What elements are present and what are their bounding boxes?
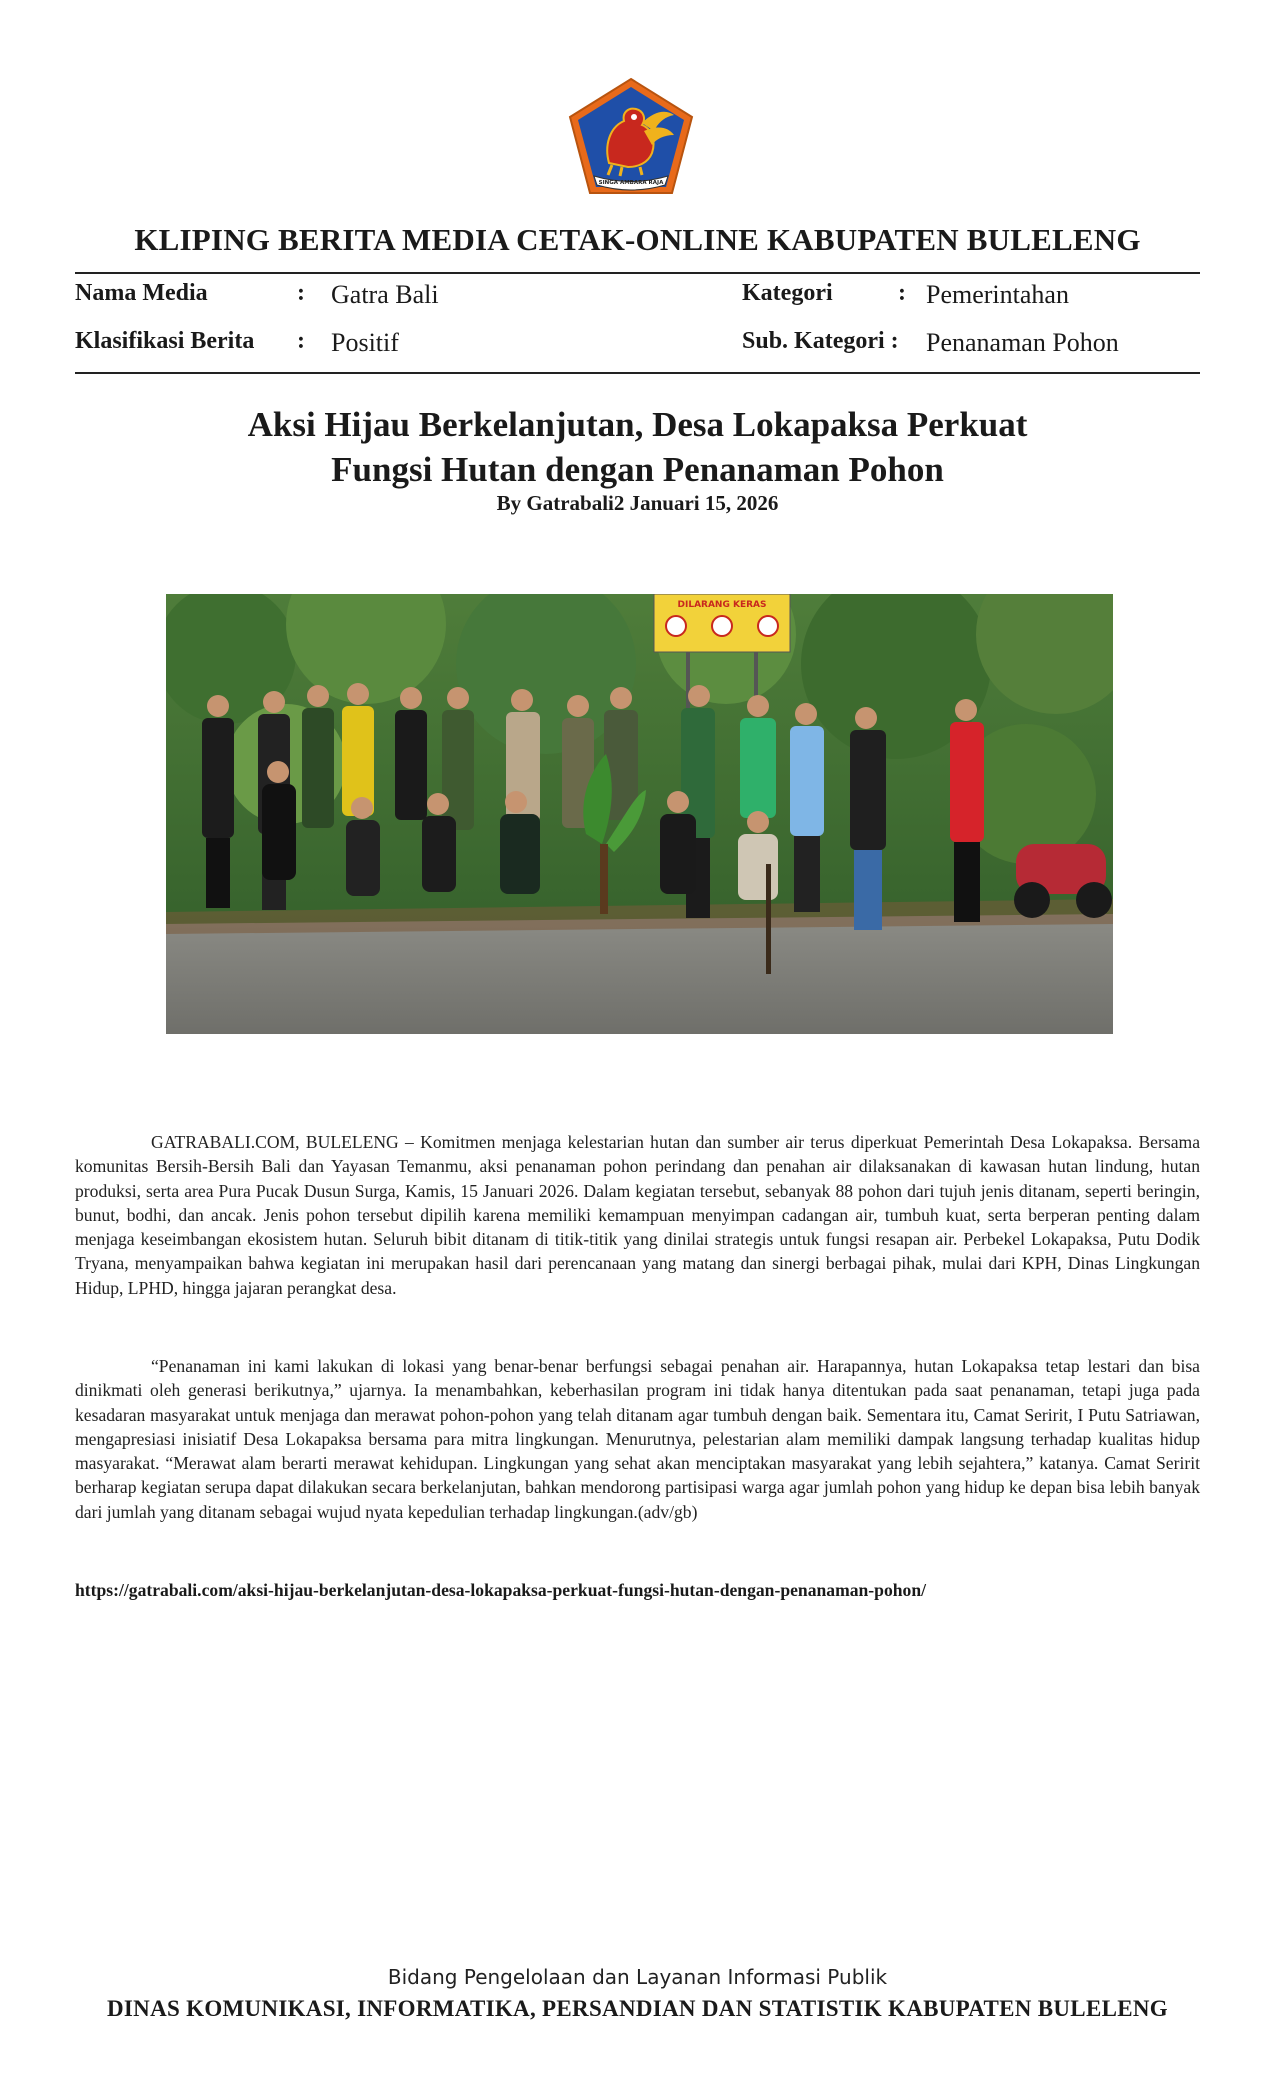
crest-motto: SINGA AMBARA RAJA	[598, 180, 664, 186]
subkategori-value-cell	[926, 328, 1119, 358]
klasifikasi-value: Positif	[331, 328, 399, 357]
klasifikasi-value-cell	[331, 328, 399, 358]
photo-sign-text: DILARANG KERAS	[677, 600, 767, 610]
article-paragraph-1: GATRABALI.COM, BULELENG – Komitmen menjaga kelestarian hutan dan sumber air terus diperkuat Pemerintah Desa Lokapaksa. Bersama komunitas Bersih-Bersih Bali dan Yayasan Temanmu, aksi penanaman pohon perindang dan penahan air dilaksanakan di kawasan hutan lindung, hutan produksi, serta area Pura Pucak Dusun Surga, Kamis, 15 Januari 2026. Dalam kegiatan tersebut, sebanyak 88 pohon dari tujuh jenis ditanam, seperti beringin, bunut, bodhi, dan ancak. Jenis pohon tersebut dipilih karena memiliki kemampuan menyimpan cadangan air, tumbuh kuat, serta berperan penting dalam menjaga keseimbangan ekosistem hutan. Seluruh bibit ditanam di titik-titik yang dinilai strategis untuk fungsi resapan air. Perbekel Lokapaksa, Putu Dodik Tryana, menyampaikan bahwa kegiatan ini merupakan hasil dari perencanaan yang matang dan sinergi berbagai pihak, mulai dari KPH, Dinas Lingkungan Hidup, LPHD, hingga jajaran perangkat desa.	[75, 1132, 1200, 1298]
media-label: Nama Media	[75, 280, 208, 306]
meta-klasifikasi-colon: :	[297, 328, 305, 354]
media-value: Gatra Bali	[331, 280, 439, 309]
kategori-value-cell	[926, 280, 1069, 310]
meta-klasifikasi-row	[75, 328, 254, 355]
subkategori-label: Sub. Kategori :	[742, 328, 899, 354]
article-title	[0, 402, 1275, 492]
meta-kategori-colon: :	[898, 280, 906, 306]
kategori-label: Kategori	[742, 280, 833, 306]
header-divider-bottom	[75, 372, 1200, 374]
source-url-link[interactable]: https://gatrabali.com/aksi-hijau-berkelanjutan-desa-lokapaksa-perkuat-fungsi-hutan-dengan-penanaman-pohon/	[75, 1580, 927, 1600]
clipping-header-title: KLIPING BERITA MEDIA CETAK-ONLINE KABUPATEN BULELENG	[134, 222, 1141, 257]
article-title-line-2: Fungsi Hutan dengan Penanaman Pohon	[331, 450, 944, 489]
group-photo-image	[166, 594, 1113, 1034]
meta-media-row	[75, 280, 208, 307]
footer-agency: DINAS KOMUNIKASI, INFORMATIKA, PERSANDIAN DAN STATISTIK KABUPATEN BULELENG	[107, 1996, 1168, 2021]
article-photo	[166, 594, 1113, 1034]
meta-media-colon: :	[297, 280, 305, 306]
kategori-value: Pemerintahan	[926, 280, 1069, 309]
article-paragraph-2: “Penanaman ini kami lakukan di lokasi yang benar-benar berfungsi sebagai penahan air. Harapannya, hutan Lokapaksa tetap lestari dan bisa dinikmati oleh generasi berikutnya,” ujarnya. Ia menambahkan, keberhasilan program ini tidak hanya ditentukan pada saat penanaman, tetapi juga pada kesadaran masyarakat untuk menjaga dan merawat pohon-pohon yang telah ditanam agar tumbuh dengan baik. Sementara itu, Camat Seririt, I Putu Satriawan, mengapresiasi inisiatif Desa Lokapaksa bersama para mitra lingkungan. Menurutnya, pelestarian alam memiliki dampak langsung terhadap kualitas hidup masyarakat. “Merawat alam berarti merawat kehidupan. Lingkungan yang sehat akan menciptakan masyarakat yang lebih sejahtera,” katanya. Camat Seririt berharap kegiatan serupa dapat dilakukan secara berkelanjutan, bahkan mendorong partisipasi warga agar jumlah pohon yang hidup ke depan bisa lebih banyak dari jumlah yang ditanam sebagai wujud nyata kepedulian terhadap lingkungan.(adv/gb)	[75, 1356, 1200, 1522]
header-divider-top	[75, 272, 1200, 274]
crest-emblem-icon	[564, 75, 698, 199]
article-byline: By Gatrabali2 Januari 15, 2026	[496, 491, 779, 515]
subkategori-value: Penanaman Pohon	[926, 328, 1119, 357]
footer-division: Bidang Pengelolaan dan Layanan Informasi Publik	[387, 1965, 888, 1989]
media-value-cell	[331, 280, 439, 310]
klasifikasi-label: Klasifikasi Berita	[75, 328, 255, 354]
meta-subkategori-row	[742, 328, 899, 355]
meta-kategori-row	[742, 280, 833, 307]
kabupaten-crest-logo	[564, 75, 698, 199]
article-title-line-1: Aksi Hijau Berkelanjutan, Desa Lokapaksa Perkuat	[247, 405, 1028, 444]
